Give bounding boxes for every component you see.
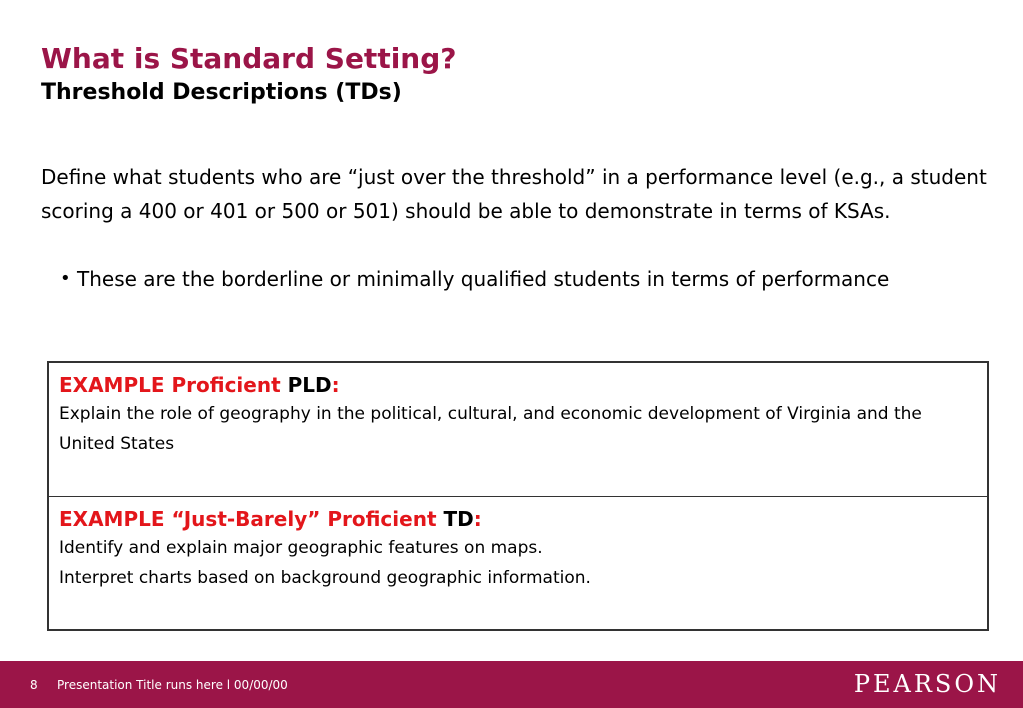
footer-bar — [0, 661, 1023, 708]
pearson-logo: PEARSON — [853, 670, 1001, 698]
bullet-dot-icon: • — [60, 268, 71, 289]
bullet-text: These are the borderline or minimally qualified students in terms of performance — [77, 267, 890, 291]
td-heading-label: EXAMPLE “Just-Barely” Proficient — [59, 507, 444, 531]
pld-heading-abbrev: PLD — [287, 373, 332, 397]
pld-heading-colon: : — [331, 373, 340, 397]
table-row-td — [49, 497, 987, 631]
slide-subtitle: Threshold Descriptions (TDs) — [41, 80, 402, 105]
td-heading-colon: : — [473, 507, 482, 531]
footer-presentation-title: Presentation Title runs here l 00/00/00 — [57, 678, 288, 692]
bullet-item — [60, 262, 960, 296]
td-description-line-1: Identify and explain major geographic features on maps. — [59, 538, 543, 558]
example-table — [47, 361, 989, 631]
pld-heading-label: EXAMPLE Proficient — [59, 373, 288, 397]
table-row-pld — [49, 363, 987, 497]
body-paragraph: Define what students who are “just over the threshold” in a performance level (e.g., a student scoring a 400 or 401 or 500 or 501) should be able to demonstrate in terms of KSAs. — [41, 165, 987, 223]
td-heading — [59, 505, 977, 533]
page-number: 8 — [30, 678, 38, 692]
pld-heading — [59, 371, 977, 399]
pld-description: Explain the role of geography in the political, cultural, and economic development of Virginia and the United States — [59, 404, 922, 454]
slide-title: What is Standard Setting? — [41, 42, 457, 75]
td-heading-abbrev: TD — [443, 507, 474, 531]
td-description-line-2: Interpret charts based on background geographic information. — [59, 568, 591, 588]
